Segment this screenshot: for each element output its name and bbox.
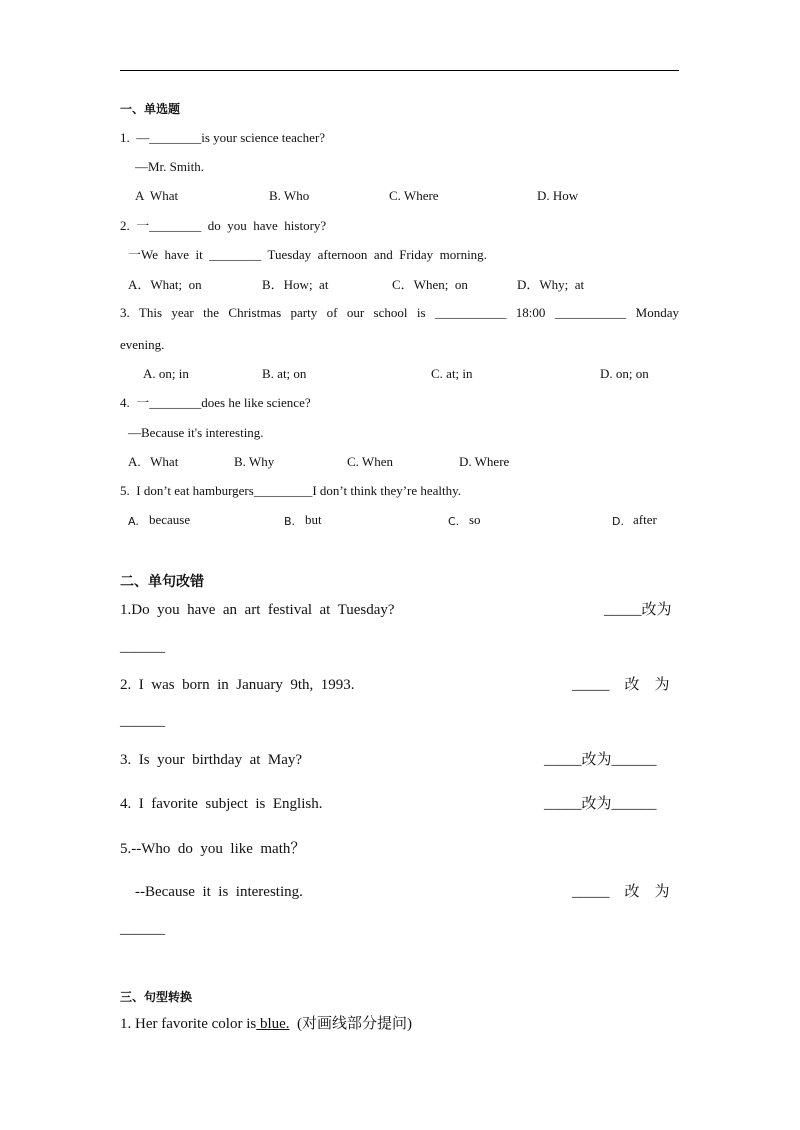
c1-sentence: 1.Do you have an art festival at Tuesday?	[120, 602, 395, 618]
q4-answer: —Because it's interesting.	[128, 425, 264, 440]
q4-option-d: D. Where	[459, 454, 510, 469]
q3-option-c: C. at; in	[431, 366, 473, 381]
c4-sentence: 4. I favorite subject is English.	[120, 796, 323, 812]
c5-answer: --Because it is interesting.	[135, 884, 303, 900]
q5-option-b: but	[305, 512, 322, 527]
c2-answer-blank: _____ 改 为	[572, 677, 670, 693]
c2-sentence: 2. I was born in January 9th, 1993.	[120, 677, 355, 693]
c5-answer-blank: _____ 改 为	[572, 884, 670, 900]
t1-prefix: 1. Her favorite color is	[120, 1016, 257, 1032]
q5-option-c: so	[469, 512, 481, 527]
q3-continuation: evening.	[120, 337, 165, 352]
q5-option-a: because	[149, 512, 191, 527]
q3-option-a: A. on; in	[143, 366, 189, 381]
q4-option-a: A. What	[128, 454, 179, 469]
c3-answer-blank: _____改为______	[544, 752, 657, 768]
c1-answer-blank: _____改为	[604, 602, 672, 618]
q3-stem: 3. This year the Christmas party of our school is ___________ 18:00 ___________ Monday	[120, 305, 679, 320]
q1-answer: —Mr. Smith.	[135, 159, 204, 174]
t1-line	[120, 1015, 412, 1033]
header-rule	[120, 70, 679, 71]
q4-option-c: C. When	[347, 454, 393, 469]
q4-option-b: B. Why	[234, 454, 275, 469]
q3-option-d: D. on; on	[600, 366, 649, 381]
q5-letter-b: B.	[284, 515, 296, 528]
c1-continuation-blank: ______	[120, 639, 165, 655]
q1-option-c: C. Where	[389, 188, 439, 203]
c5-question: 5.--Who do you like math？	[120, 841, 306, 857]
t1-instruction-note: (对画线部分提问)	[289, 1016, 413, 1032]
section-title-error-correction: 二、单句改错	[120, 574, 204, 590]
q3-option-b: B. at; on	[262, 366, 307, 381]
q2-answer: 一We have it ________ Tuesday afternoon and Friday morning.	[128, 247, 487, 262]
q1-stem: 1. —________is your science teacher?	[120, 130, 326, 145]
q2-option-b: B．How; at	[262, 277, 329, 292]
q4-stem: 4. 一________does he like science?	[120, 395, 311, 410]
q2-option-a: A．What; on	[128, 277, 202, 292]
q5-letter-d: D.	[612, 515, 624, 528]
q5-option-d: after	[633, 512, 657, 527]
q1-option-b: B. Who	[269, 188, 310, 203]
section-title-multiple-choice: 一、单选题	[120, 102, 181, 116]
q1-option-d: D. How	[537, 188, 579, 203]
q2-option-c: C．When; on	[392, 277, 468, 292]
c3-sentence: 3. Is your birthday at May?	[120, 752, 303, 768]
t1-underlined-word: blue.	[256, 1016, 290, 1032]
c4-answer-blank: _____改为______	[544, 796, 657, 812]
section-title-sentence-transformation: 三、句型转换	[120, 990, 193, 1004]
q5-stem: 5. I don’t eat hamburgers_________I don’t think they’re healthy.	[120, 483, 462, 498]
q5-letter-c: C.	[448, 515, 460, 528]
q2-option-d: D．Why; at	[517, 277, 585, 292]
q5-letter-a: A.	[128, 515, 139, 528]
c2-continuation-blank: ______	[120, 713, 165, 729]
q2-stem: 2. 一________ do you have history?	[120, 218, 327, 233]
q1-option-a: A What	[135, 188, 179, 203]
c5-continuation-blank: ______	[120, 921, 165, 937]
